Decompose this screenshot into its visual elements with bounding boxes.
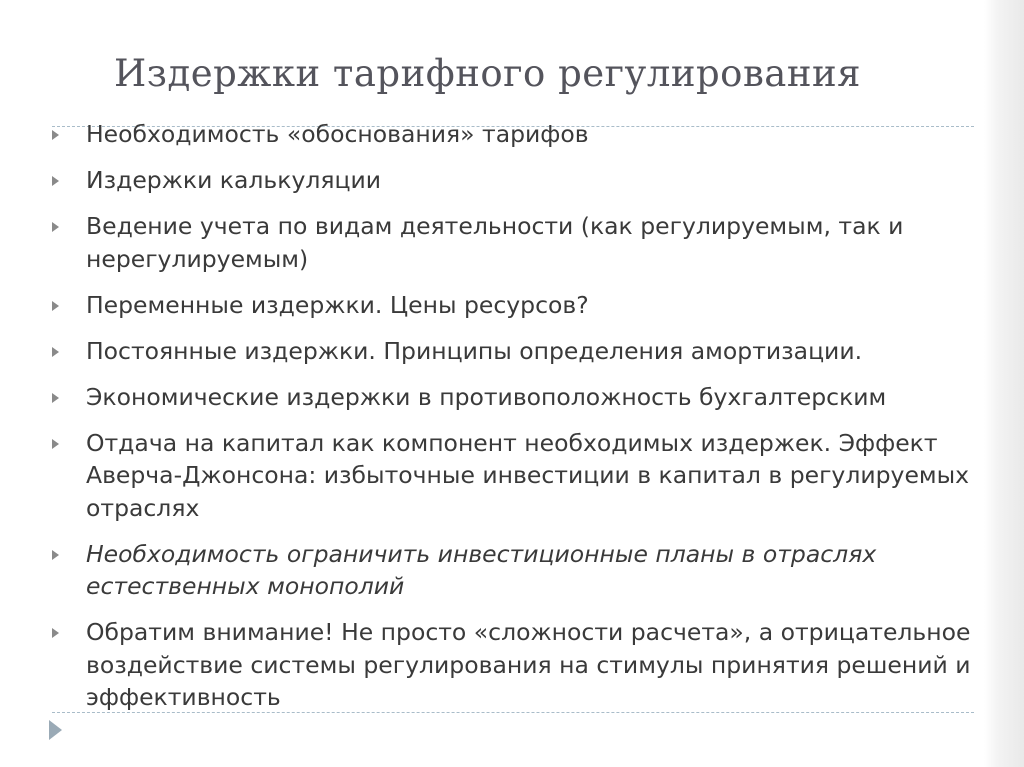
triangle-right-icon — [52, 550, 59, 560]
triangle-right-icon — [52, 130, 59, 140]
bullet-item — [86, 427, 986, 525]
bullet-item — [86, 210, 986, 275]
triangle-right-icon — [52, 301, 59, 311]
decorative-side-band — [984, 0, 1024, 767]
bullet-text: Ведение учета по видам деятельности (как регулируемым, так и нерегулируемым) — [86, 212, 904, 273]
triangle-right-icon — [49, 720, 62, 740]
bullet-item — [86, 164, 986, 197]
triangle-right-icon — [52, 439, 59, 449]
bullet-text: Постоянные издержки. Принципы определения амортизации. — [86, 336, 863, 365]
triangle-right-icon — [52, 176, 59, 186]
bullet-text: Переменные издержки. Цены ресурсов? — [86, 290, 589, 319]
triangle-right-icon — [52, 222, 59, 232]
bullet-text: Отдача на капитал как компонент необходимых издержек. Эффект Аверча-Джонсона: избыточные инвестиции в капитал в регулируемых отраслях — [86, 428, 970, 522]
bullet-item — [86, 538, 986, 603]
bullet-item — [86, 616, 986, 714]
bottom-dashed-divider — [52, 712, 974, 713]
triangle-right-icon — [52, 347, 59, 357]
bullet-item — [86, 118, 986, 151]
bullet-text: Издержки калькуляции — [86, 166, 382, 194]
bullet-text: Необходимость «обоснования» тарифов — [86, 120, 589, 148]
bullet-list — [86, 118, 986, 727]
bullet-text: Необходимость ограничить инвестиционные планы в отраслях естественных монополий — [86, 539, 877, 600]
triangle-right-icon — [52, 628, 59, 638]
triangle-right-icon — [52, 393, 59, 403]
bullet-item — [86, 289, 986, 322]
bullet-item — [86, 335, 986, 368]
bullet-text: Экономические издержки в противоположность бухгалтерским — [86, 382, 887, 411]
slide-title: Издержки тарифного регулирования — [114, 52, 862, 95]
bullet-text: Обратим внимание! Не просто «сложности расчета», а отрицательное воздействие системы регулирования на стимулы принятия решений и эффективность — [86, 618, 971, 711]
bullet-item — [86, 381, 986, 414]
